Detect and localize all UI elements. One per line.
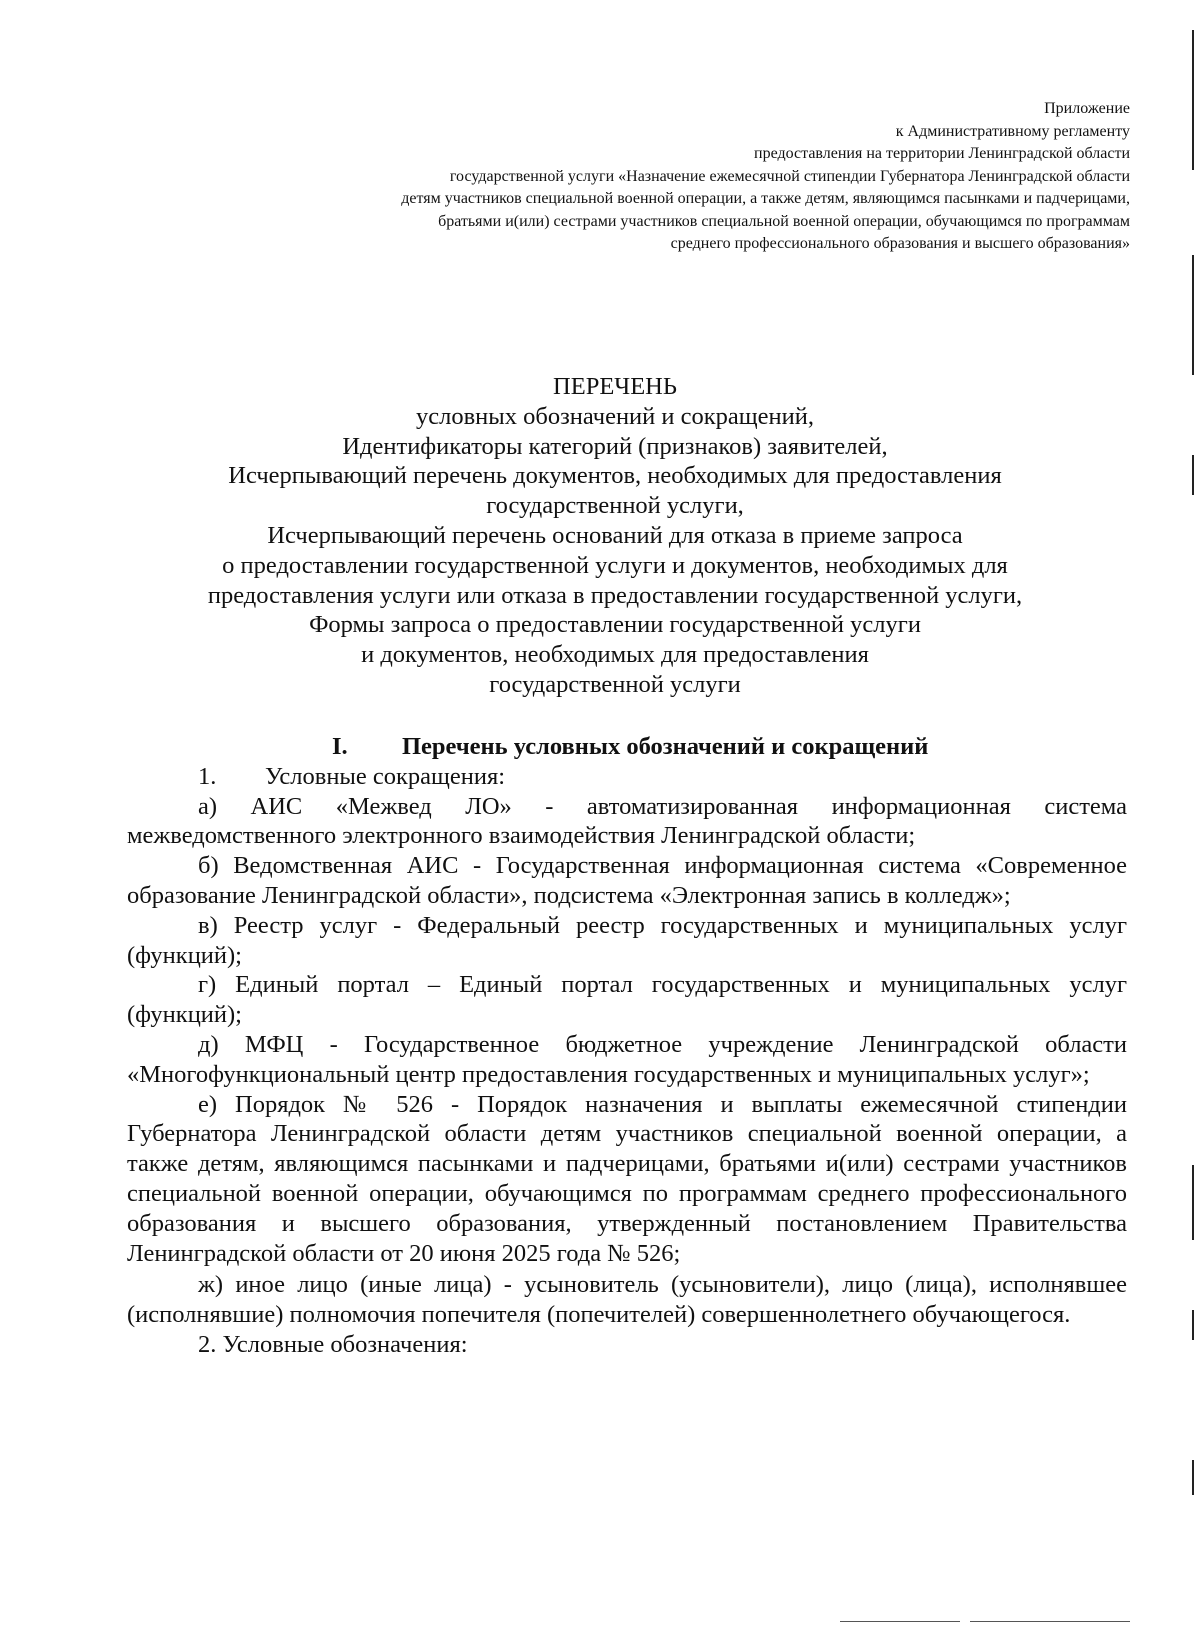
- scan-footer-line: [970, 1621, 1130, 1622]
- scan-edge-mark: [1192, 1165, 1194, 1240]
- title-line: предоставления услуги или отказа в предоставлении государственной услуги,: [207, 581, 1023, 609]
- point-label: Условные сокращения:: [265, 762, 506, 790]
- scan-edge-mark: [1192, 455, 1194, 495]
- point-1: [127, 762, 1127, 792]
- header-line: к Административному регламенту: [895, 122, 1130, 140]
- title-line: Формы запроса о предоставлении государственной услуги: [309, 611, 921, 639]
- list-item: д) МФЦ - Государственное бюджетное учреждение Ленинградской области «Многофункциональный центр предоставления государственных и муниципальных услуг»;: [127, 1030, 1127, 1088]
- list-item: г) Единый портал – Единый портал государственных и муниципальных услуг (функций);: [127, 971, 1127, 1029]
- title-line: Исчерпывающий перечень оснований для отказа в приеме запроса: [267, 521, 963, 549]
- document-body: [127, 732, 1127, 1360]
- appendix-header: [100, 98, 1130, 256]
- list-item: б) Ведомственная АИС - Государственная информационная система «Современное образование Ленинградской области», подсистема «Электронная запись в колледж»;: [127, 852, 1127, 909]
- header-line: предоставления на территории Ленинградской области: [754, 145, 1130, 162]
- title-line: Исчерпывающий перечень документов, необходимых для предоставления: [228, 462, 1002, 490]
- point-number: 1.: [198, 762, 217, 790]
- header-line: государственной услуги «Назначение ежемесячной стипендии Губернатора Ленинградской области: [449, 167, 1130, 185]
- list-item: е) Порядок № 526 - Порядок назначения и выплаты ежемесячной стипендии Губернатора Ленинградской области детям участников специальной военной операции, а также детям, являющимся пасынками и падчерицами, братьями и(или) сестрами участников специальной военной операции, обучающимся по программам среднего профессионального образования и высшего образования, утвержденный постановлением Правительства Ленинградской области от 20 июня 2025 года № 526;: [127, 1090, 1127, 1267]
- title-line: о предоставлении государственной услуги и документов, необходимых для: [222, 551, 1008, 579]
- scan-footer-line: [840, 1621, 960, 1622]
- title-line: и документов, необходимых для предоставления: [361, 641, 869, 669]
- header-line: Приложение: [1044, 100, 1130, 117]
- document-title: [100, 372, 1130, 700]
- list-item: ж) иное лицо (иные лица) - усыновитель (усыновители), лицо (лица), исполнявшее (исполнявшие) полномочия попечителя (попечителей) совершеннолетнего обучающегося.: [127, 1271, 1127, 1329]
- title-line: Идентификаторы категорий (признаков) заявителей,: [342, 432, 888, 460]
- scan-edge-mark: [1192, 1460, 1194, 1495]
- section-number: I.: [332, 733, 348, 760]
- section-heading: [127, 732, 1127, 762]
- scan-edge-mark: [1192, 255, 1194, 375]
- list-item: а) АИС «Межвед ЛО» - автоматизированная информационная система межведомственного электронного взаимодействия Ленинградской области;: [127, 792, 1127, 850]
- list-item: в) Реестр услуг - Федеральный реестр государственных и муниципальных услуг (функций);: [127, 911, 1127, 969]
- header-line: братьями и(или) сестрами участников специальной военной операции, обучающимся по программам: [438, 212, 1130, 230]
- point-2: 2. Условные обозначения:: [198, 1330, 468, 1358]
- header-line: среднего профессионального образования и высшего образования»: [670, 235, 1130, 252]
- title-line: государственной услуги,: [486, 492, 744, 520]
- title-line: государственной услуги: [489, 670, 741, 698]
- header-line: детям участников специальной военной операции, а также детям, являющимся пасынками и падчерицами,: [401, 190, 1130, 207]
- section-heading-text: Перечень условных обозначений и сокращений: [402, 733, 929, 760]
- title-line: условных обозначений и сокращений,: [415, 402, 814, 430]
- scan-edge-mark: [1192, 30, 1194, 170]
- title-line: ПЕРЕЧЕНЬ: [553, 373, 677, 400]
- scan-edge-mark: [1192, 1310, 1194, 1340]
